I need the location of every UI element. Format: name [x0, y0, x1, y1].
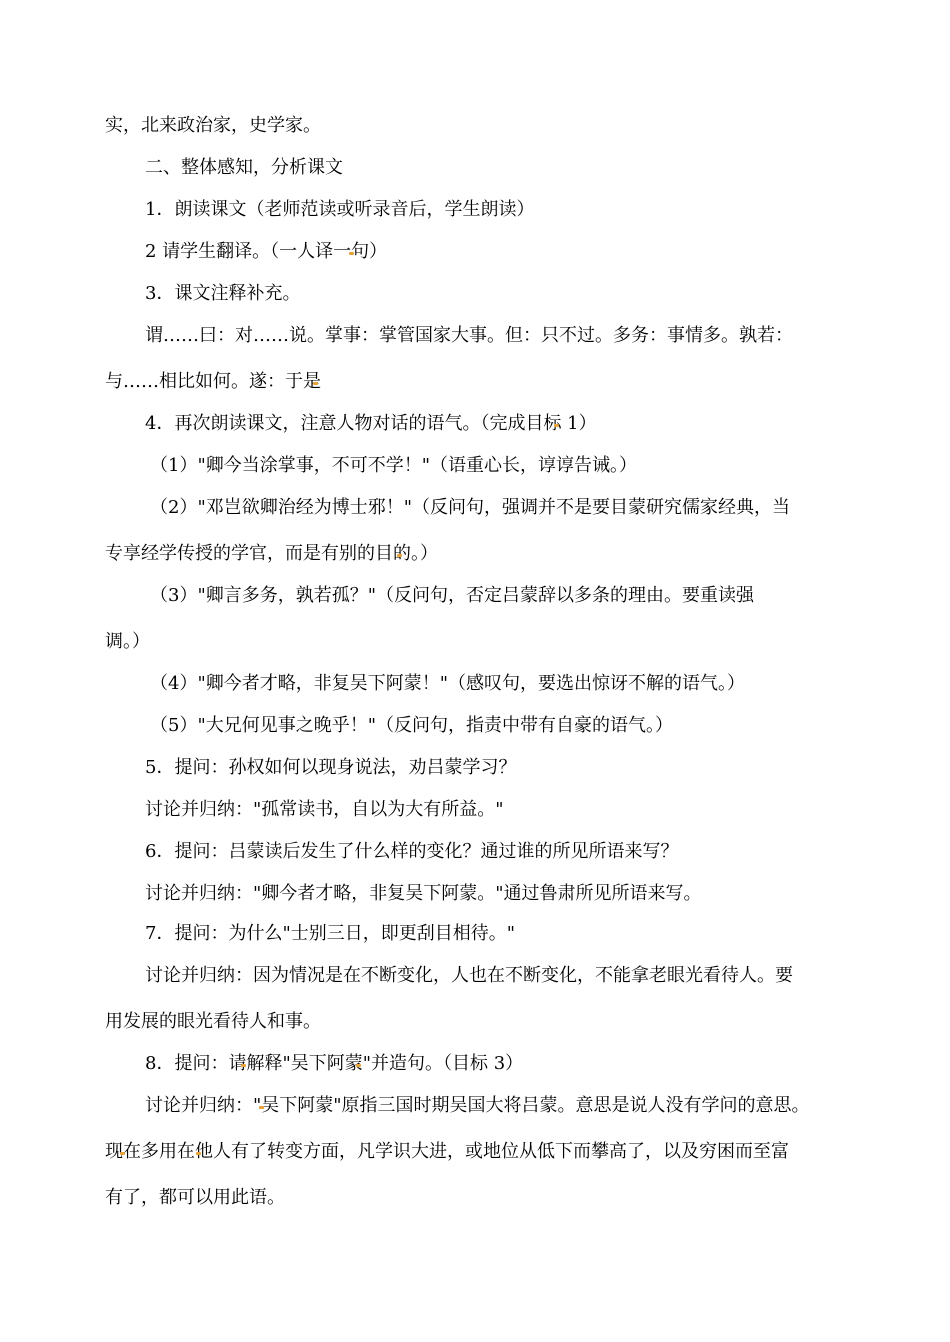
text-line: 调。）	[105, 631, 150, 652]
text-line: 7．提问：为什么"士别三日，即更刮目相待。"	[145, 923, 516, 944]
text-line: （2）"邓岂欲卿治经为博士邪！"（反问句，强调并不是要目蒙研究儒家经典，当	[150, 497, 791, 518]
text-line: 5．提问：孙权如何以现身说法，劝吕蒙学习？	[145, 757, 517, 778]
text-line: 2 请学生翻译。（一人译一句）	[145, 241, 388, 262]
text-line: （5）"大兄何见事之晚乎！"（反问句，指责中带有自豪的语气。）	[150, 715, 674, 736]
text-line: 有了，都可以用此语。	[105, 1187, 285, 1208]
text-line: （4）"卿今者才略，非复吴下阿蒙！"（感叹句，要选出惊讶不解的语气。）	[150, 673, 746, 694]
text-line: 讨论并归纳："卿今者才略，非复吴下阿蒙。"通过鲁肃所见所语来写。	[145, 883, 702, 904]
text-line: 讨论并归纳："孤常读书，自以为大有所益。"	[145, 799, 504, 820]
text-line: 讨论并归纳：因为情况是在不断变化，人也在不断变化，不能拿老眼光看待人。要	[145, 965, 793, 986]
text-line: 谓……曰：对……说。掌事：掌管国家大事。但：只不过。多务：事情多。孰若：	[145, 325, 793, 346]
text-line: 用发展的眼光看待人和事。	[105, 1011, 321, 1032]
text-line: 实，北来政治家，史学家。	[105, 115, 321, 136]
section-heading: 二、整体感知，分析课文	[145, 157, 343, 178]
text-line: 1．朗读课文（老师范读或听录音后，学生朗读）	[145, 199, 535, 220]
text-line: 专享经学传授的学官，而是有别的目的。）	[105, 543, 438, 564]
text-line: （1）"卿今当涂掌事，不可不学！"（语重心长，谆谆告诫。）	[150, 455, 638, 476]
text-line: 8．提问：请解释"吴下阿蒙"并造句。（目标 3）	[145, 1053, 524, 1074]
text-line: 与……相比如何。遂：于是	[105, 371, 321, 392]
text-line: （3）"卿言多务，孰若孤？"（反问句，否定吕蒙辞以多条的理由。要重读强	[150, 585, 755, 606]
text-line: 现在多用在他人有了转变方面，凡学识大进，或地位从低下而攀高了，以及穷困而至富	[105, 1141, 789, 1162]
text-line: 4．再次朗读课文，注意人物对话的语气。（完成目标 1）	[145, 413, 597, 434]
text-line: 讨论并归纳："吴下阿蒙"原指三国时期吴国大将吕蒙。意思是说人没有学问的意思。	[145, 1095, 810, 1116]
text-line: 6．提问：吕蒙读后发生了什么样的变化？通过谁的所见所语来写？	[145, 841, 679, 862]
text-line: 3．课文注释补充。	[145, 283, 301, 304]
